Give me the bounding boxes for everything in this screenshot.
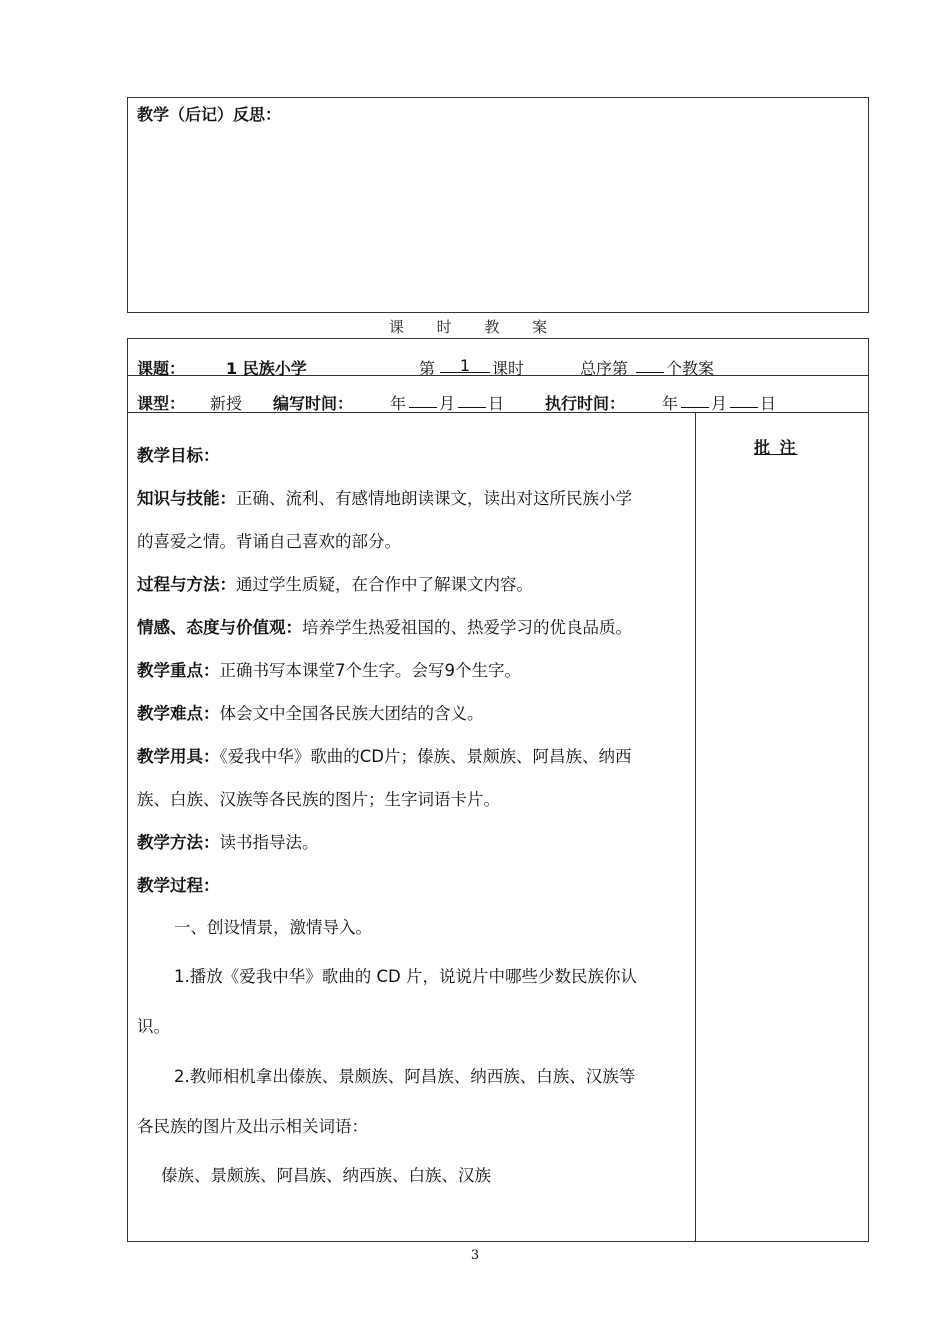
order-suffix: 个教案 [666,359,715,378]
lesson-number: 1 [440,356,490,373]
lesson-plan-table [127,338,869,1242]
write-day: 日 [488,394,505,413]
step-1-2: 2.教师相机拿出傣族、景颇族、阿昌族、纳西族、白族、汉族等 [174,1067,636,1086]
write-month: 月 [439,394,456,413]
page-number: 3 [470,1248,480,1263]
reflection-label: 教学（后记）反思： [137,105,282,124]
difficulty-line: 教学难点：体会文中全国各民族大团结的含义。 [137,704,484,723]
key-point-line: 教学重点：正确书写本课堂7个生字。会写9个生字。 [137,661,521,680]
order-number-field [636,356,664,377]
write-year: 年 [390,394,407,413]
exec-day: 日 [760,394,777,413]
reflection-box [127,97,869,313]
exec-time-label: 执行时间： [545,394,626,413]
header-row-type [128,376,868,413]
method-line: 教学方法：读书指导法。 [137,833,319,852]
knowledge-line: 知识与技能：正确、流利、有感情地朗读课文，读出对这所民族小学 [137,489,632,508]
goal-heading: 教学目标： [137,446,220,465]
annotation-label: 批 注 [754,438,798,457]
procedure-heading: 教学过程： [137,876,220,895]
lesson-plan-title: 课 时 教 案 [388,318,562,336]
lesson-prefix: 第 [419,359,436,378]
step-1-1-cont: 识。 [137,1017,170,1036]
emotion-line: 情感、态度与价值观：培养学生热爱祖国的、热爱学习的优良品质。 [137,618,632,637]
type-label: 课型： [137,394,186,413]
step-1-2-cont: 各民族的图片及出示相关词语： [137,1117,368,1136]
header-row-topic [128,339,868,376]
step-1-1: 1.播放《爱我中华》歌曲的 CD 片，说说片中哪些少数民族你认 [174,967,637,986]
topic-value: 1 民族小学 [226,359,307,378]
column-divider [695,413,696,1241]
exec-month: 月 [711,394,728,413]
exec-year: 年 [662,394,679,413]
lesson-suffix: 课时 [492,359,525,378]
knowledge-line-2: 的喜爱之情。背诵自己喜欢的部分。 [137,532,401,551]
order-prefix: 总序第 [580,359,629,378]
step-1: 一、创设情景，激情导入。 [174,918,372,937]
lesson-number-field [440,356,490,375]
write-time-label: 编写时间： [273,394,354,413]
process-line: 过程与方法：通过学生质疑，在合作中了解课文内容。 [137,575,533,594]
tools-line-2: 族、白族、汉族等各民族的图片；生字词语卡片。 [137,790,500,809]
type-value: 新授 [210,394,243,413]
topic-label: 课题： [137,359,186,378]
tools-line: 教学用具：《爱我中华》歌曲的CD片；傣族、景颇族、阿昌族、纳西 [137,747,632,766]
ethnic-list: 傣族、景颇族、阿昌族、纳西族、白族、汉族 [161,1166,491,1185]
